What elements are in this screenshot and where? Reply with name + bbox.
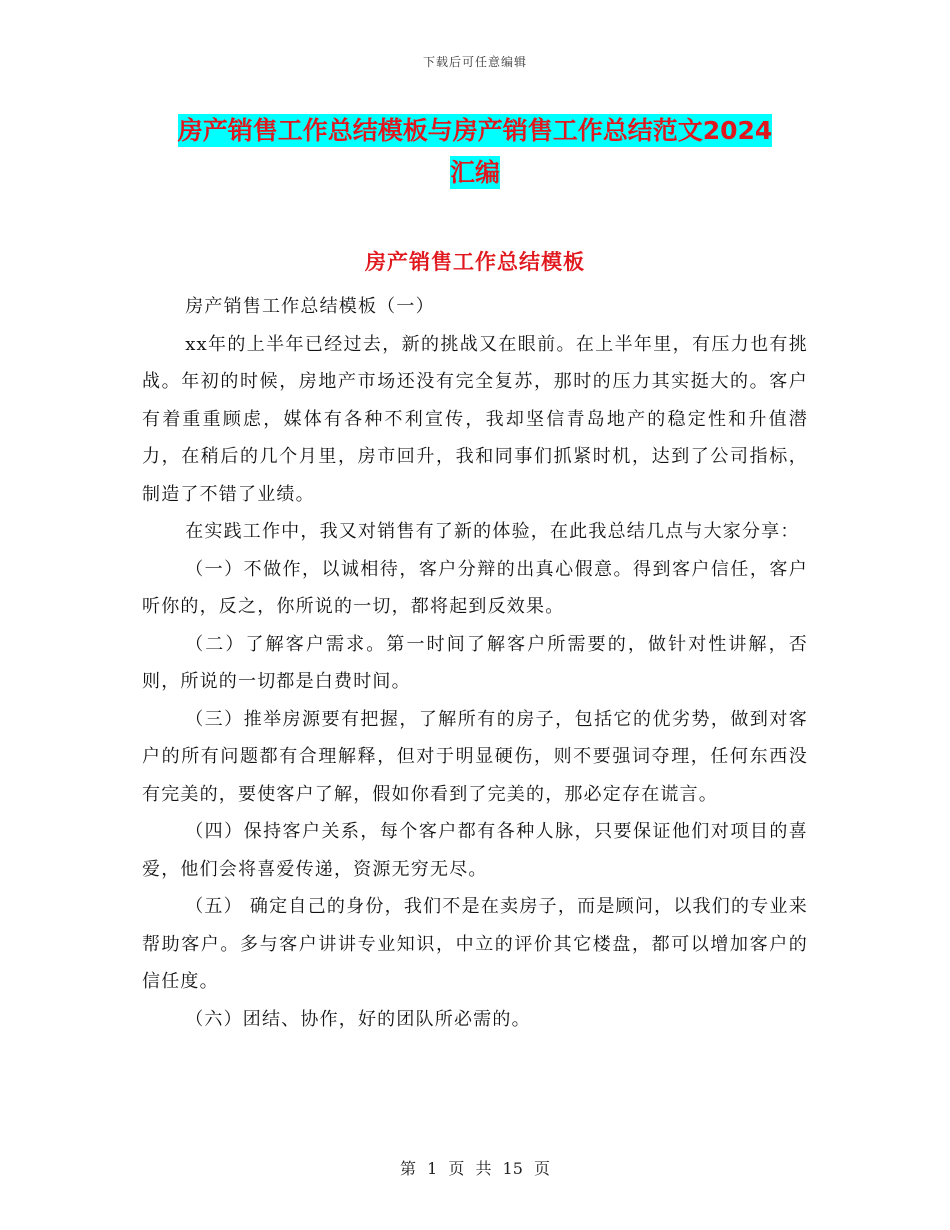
paragraph: 在实践工作中，我又对销售有了新的体验，在此我总结几点与大家分享： bbox=[185, 521, 800, 542]
document-title-line1: 房产销售工作总结模板与房产销售工作总结范文2024 bbox=[177, 116, 773, 145]
paragraph: （一）不做作，以诚相待，客户分辩的出真心假意。得到客户信任，客户听你的，反之，你所说的一切，都将起到反效果。 bbox=[142, 558, 808, 617]
paragraph-subheading: 房产销售工作总结模板（一） bbox=[185, 296, 435, 317]
paragraph: （五） 确定自己的身份，我们不是在卖房子，而是顾问，以我们的专业来帮助客户。多与客户讲讲专业知识，中立的评价其它楼盘，都可以增加客户的信任度。 bbox=[142, 896, 808, 992]
section-title: 房产销售工作总结模板 bbox=[365, 250, 585, 274]
header-note: 下载后可任意编辑 bbox=[422, 55, 527, 69]
page-footer: 第 1 页 共 15 页 bbox=[400, 1159, 550, 1178]
paragraph: （四）保持客户关系，每个客户都有各种人脉，只要保证他们对项目的喜爱，他们会将喜爱传递，资源无穷无尽。 bbox=[142, 821, 808, 880]
document-title bbox=[140, 110, 810, 194]
paragraph: （六）团结、协作，好的团队所必需的。 bbox=[185, 1008, 531, 1030]
paragraph: （二）了解客户需求。第一时间了解客户所需要的，做针对性讲解，否则，所说的一切都是白费时间。 bbox=[142, 633, 808, 692]
paragraph: xx年的上半年已经过去，新的挑战又在眼前。在上半年里，有压力也有挑战。年初的时候，房地产市场还没有完全复苏，那时的压力其实挺大的。客户有着重重顾虑，媒体有各种不利宣传，我却坚信青岛地产的稳定性和升值潜力，在稍后的几个月里，房市回升，我和同事们抓紧时机，达到了公司指标，制造了不错了业绩。 bbox=[142, 333, 808, 505]
document-title-line2: 汇编 bbox=[449, 158, 500, 187]
paragraph: （三）推举房源要有把握，了解所有的房子，包括它的优劣势，做到对客户的所有问题都有合理解释，但对于明显硬伤，则不要强词夺理，任何东西没有完美的，要使客户了解，假如你看到了完美的，那必定存在谎言。 bbox=[142, 708, 808, 805]
body-text bbox=[142, 288, 808, 1038]
